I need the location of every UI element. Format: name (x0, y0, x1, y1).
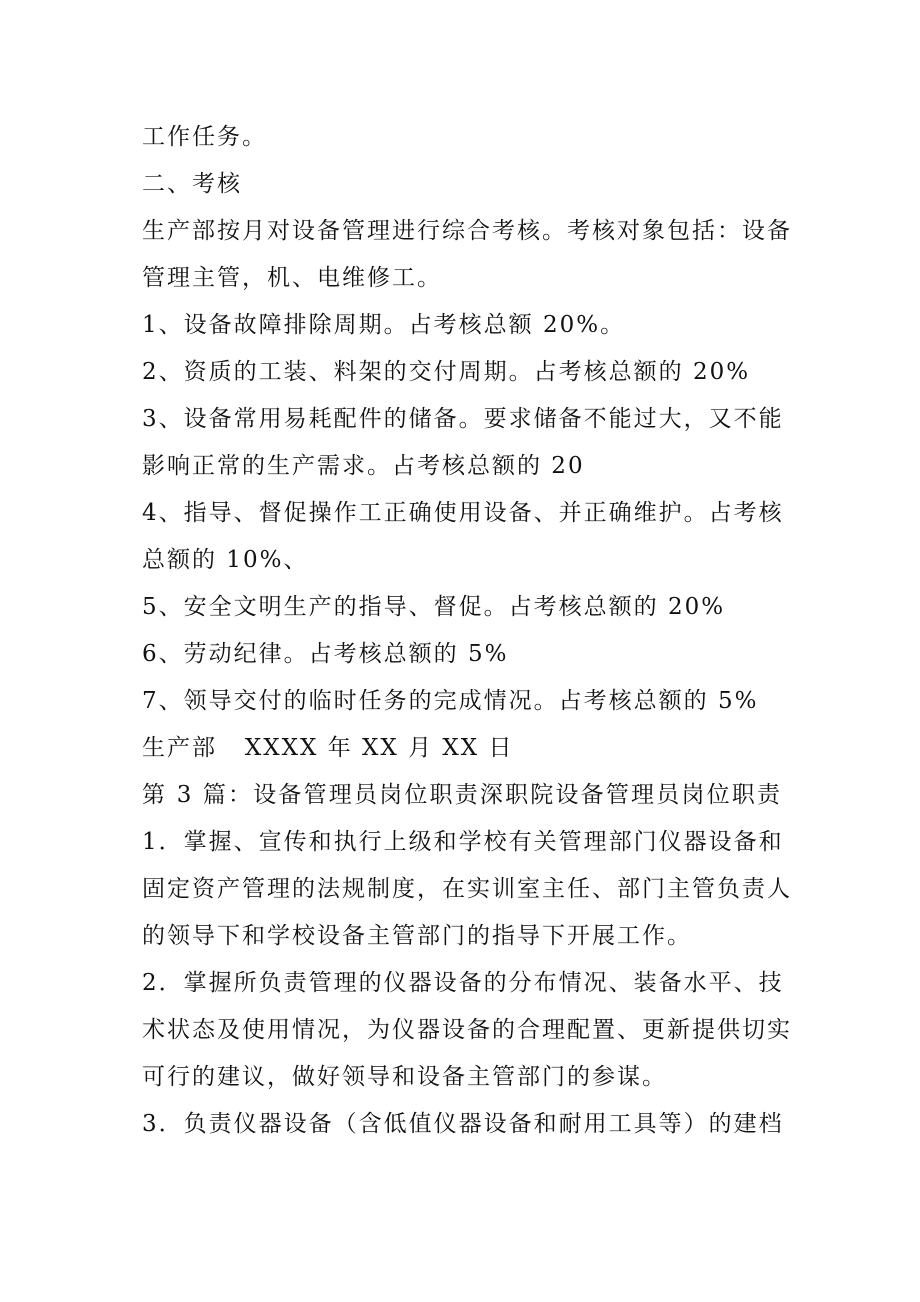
text-line: 的领导下和学校设备主管部门的指导下开展工作。 (142, 923, 692, 949)
text-line: 影响正常的生产需求。占考核总额的 20 (142, 453, 585, 479)
text-line: 术状态及使用情况，为仪器设备的合理配置、更新提供切实 (142, 1017, 792, 1043)
list-item: 4、指导、督促操作工正确使用设备、并正确维护。占考核 (142, 500, 784, 526)
text-line: 可行的建议，做好领导和设备主管部门的参谋。 (142, 1064, 667, 1090)
signature-line: 生产部 XXXX 年 XX 月 XX 日 (142, 735, 514, 761)
list-item: 5、安全文明生产的指导、督促。占考核总额的 20% (142, 594, 726, 620)
text-line: 工作任务。 (142, 124, 267, 150)
section-heading: 二、考核 (142, 171, 242, 197)
list-item: 1．掌握、宣传和执行上级和学校有关管理部门仪器设备和 (142, 829, 784, 855)
text-line: 管理主管，机、电维修工。 (142, 265, 442, 291)
document-body (142, 114, 792, 1148)
text-line: 总额的 10%、 (142, 547, 309, 573)
text-line: 固定资产管理的法规制度，在实训室主任、部门主管负责人 (142, 876, 792, 902)
list-item: 3、设备常用易耗配件的储备。要求储备不能过大，又不能 (142, 406, 784, 432)
list-item: 1、设备故障排除周期。占考核总额 20%。 (142, 312, 626, 338)
text-line: 生产部按月对设备管理进行综合考核。考核对象包括：设备 (142, 218, 792, 244)
list-item: 2．掌握所负责管理的仪器设备的分布情况、装备水平、技 (142, 970, 784, 996)
list-item: 3．负责仪器设备（含低值仪器设备和耐用工具等）的建档 (142, 1111, 784, 1137)
list-item: 6、劳动纪律。占考核总额的 5% (142, 641, 509, 667)
list-item: 2、资质的工装、料架的交付周期。占考核总额的 20% (142, 359, 751, 385)
section-title: 第 3 篇：设备管理员岗位职责深职院设备管理员岗位职责 (142, 782, 782, 808)
list-item: 7、领导交付的临时任务的完成情况。占考核总额的 5% (142, 688, 759, 714)
